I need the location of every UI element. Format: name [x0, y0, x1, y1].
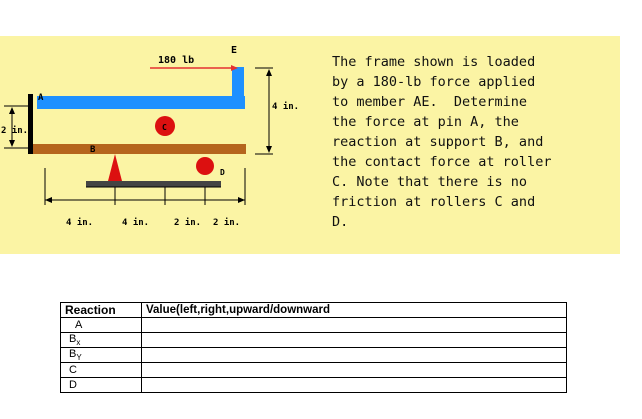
- problem-line: to member AE. Determine: [332, 94, 528, 110]
- point-c-label: C: [162, 123, 167, 132]
- table-row: [61, 333, 567, 348]
- problem-line: friction at rollers C and: [332, 194, 536, 210]
- problem-line: by a 180-lb force applied: [332, 74, 536, 90]
- ground-base: [86, 181, 221, 187]
- problem-line: reaction at support B, and: [332, 134, 544, 150]
- row-label: $B_x$: [61, 333, 142, 348]
- force-label: 180 lb: [158, 55, 195, 66]
- problem-line: The frame shown is loaded: [332, 54, 536, 70]
- lower-member: [33, 144, 246, 154]
- row-label: A: [61, 318, 142, 333]
- table-row: [61, 318, 567, 333]
- value-cell[interactable]: [142, 333, 567, 348]
- dim-height-label: 4 in.: [272, 102, 300, 112]
- member-ae-horizontal: [37, 96, 245, 109]
- table-row: [61, 378, 567, 393]
- support-b: [108, 154, 122, 181]
- dim-left-label: 2 in.: [1, 126, 29, 136]
- dim-bottom-3: 2 in.: [174, 218, 202, 228]
- value-cell[interactable]: [142, 318, 567, 333]
- dim-bottom-2: 4 in.: [122, 218, 150, 228]
- header-value: Value(left,right,upward/downward: [142, 303, 567, 318]
- point-a-label: A: [38, 93, 44, 103]
- frame-diagram: [0, 0, 330, 250]
- point-b-label: B: [90, 145, 96, 155]
- dim-bottom-4: 2 in.: [213, 218, 241, 228]
- problem-line: D.: [332, 214, 349, 230]
- row-label: C: [61, 363, 142, 378]
- point-e-label: E: [231, 45, 238, 56]
- problem-line: the force at pin A, the: [332, 114, 519, 130]
- problem-statement: [332, 52, 612, 232]
- header-reaction: Reaction: [61, 303, 142, 318]
- row-label: D: [61, 378, 142, 393]
- value-cell[interactable]: [142, 378, 567, 393]
- value-cell[interactable]: [142, 348, 567, 363]
- table-header-row: [61, 303, 567, 318]
- left-wall: [28, 94, 33, 154]
- problem-line: C. Note that there is no: [332, 174, 528, 190]
- roller-d: [196, 157, 214, 175]
- problem-line: the contact force at roller: [332, 154, 552, 170]
- table-row: [61, 363, 567, 378]
- row-label: $B_Y$: [61, 348, 142, 363]
- dim-bottom-1: 4 in.: [66, 218, 94, 228]
- point-d-label: D: [220, 168, 225, 177]
- reaction-table: [60, 302, 567, 393]
- member-ae-vertical: [232, 67, 244, 109]
- table-row: [61, 348, 567, 363]
- value-cell[interactable]: [142, 363, 567, 378]
